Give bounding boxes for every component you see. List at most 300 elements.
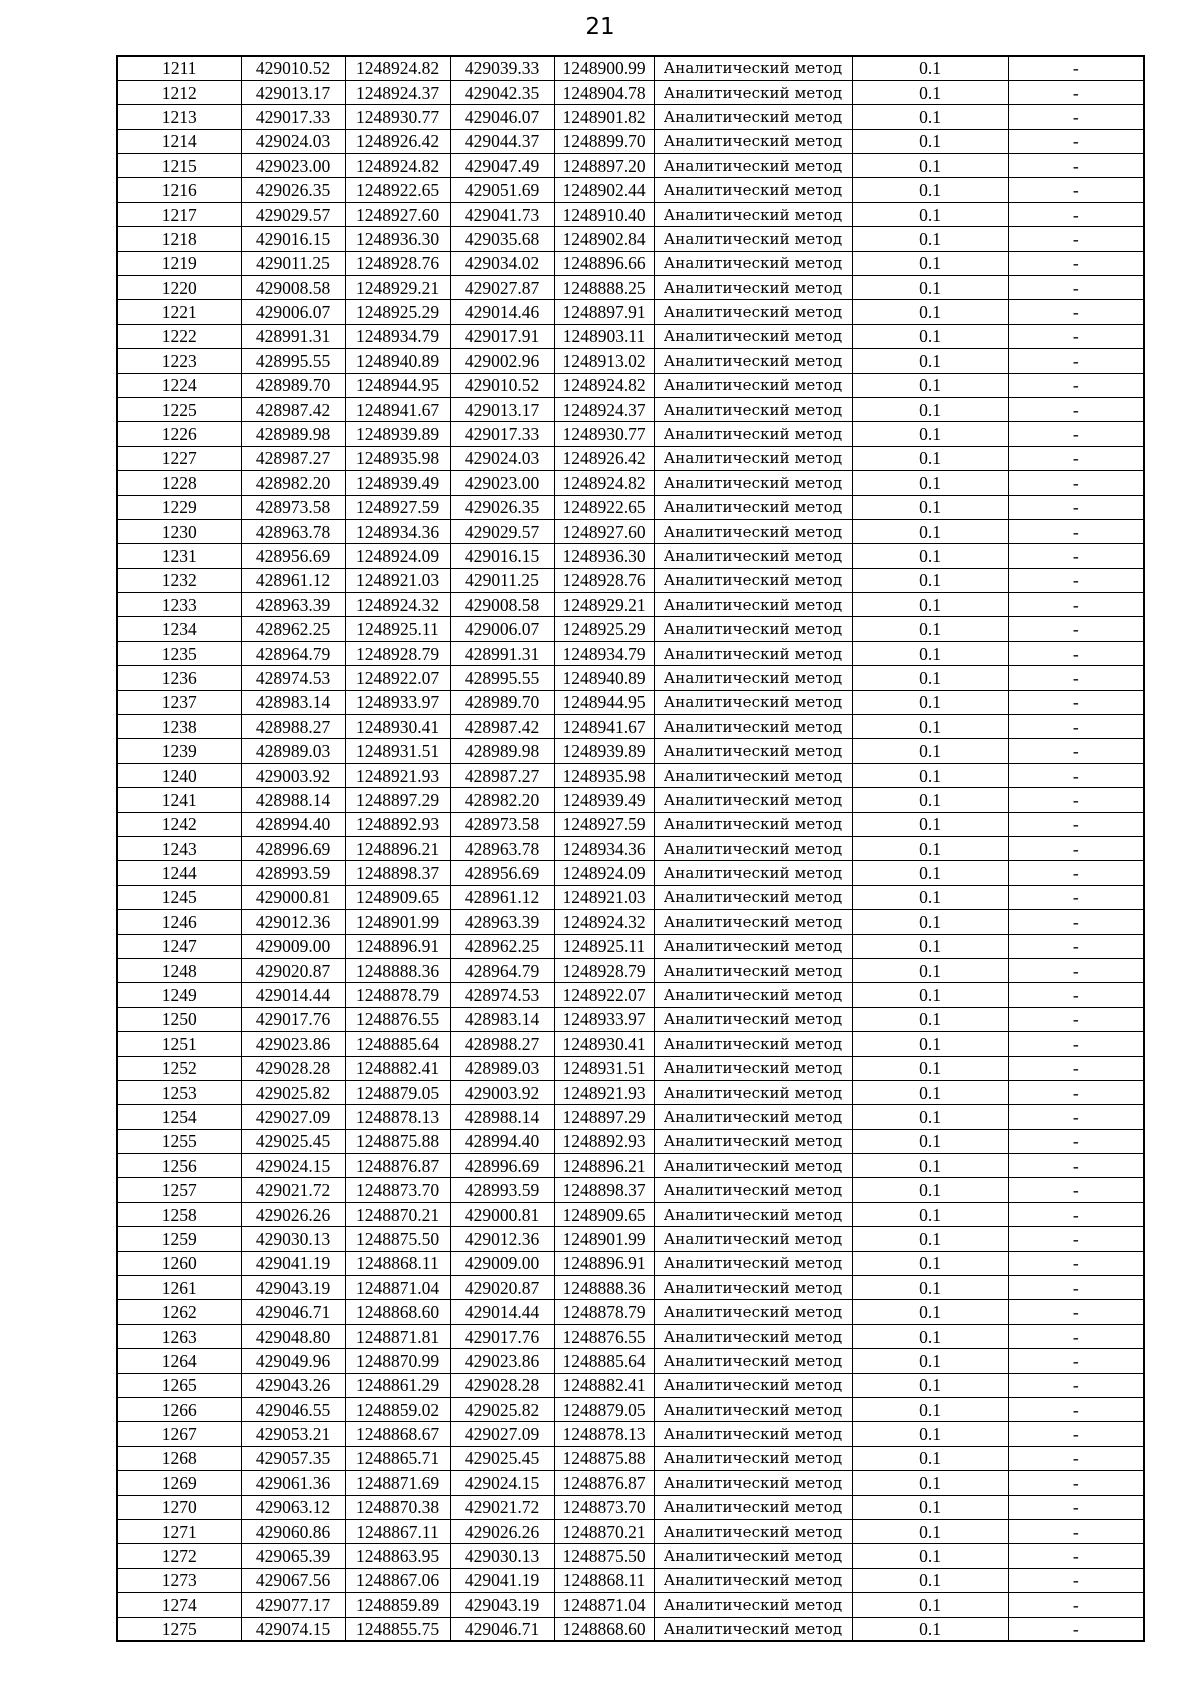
table-row — [117, 105, 1144, 129]
y-end-cell: 1248896.91 — [554, 1251, 654, 1275]
note-cell: - — [1008, 1251, 1144, 1275]
accuracy-cell: 0.1 — [852, 544, 1008, 568]
x-start-cell: 428973.58 — [241, 495, 345, 519]
point-number-cell: 1258 — [117, 1202, 241, 1226]
method-cell: Аналитический метод — [654, 1105, 852, 1129]
note-cell: - — [1008, 593, 1144, 617]
x-start-cell: 428993.59 — [241, 861, 345, 885]
point-number-cell: 1273 — [117, 1568, 241, 1592]
table-row — [117, 1202, 1144, 1226]
x-start-cell: 429020.87 — [241, 958, 345, 982]
point-number-cell: 1255 — [117, 1129, 241, 1153]
point-number-cell: 1212 — [117, 80, 241, 104]
x-start-cell: 429012.36 — [241, 910, 345, 934]
x-start-cell: 429006.07 — [241, 300, 345, 324]
note-cell: - — [1008, 885, 1144, 909]
y-end-cell: 1248878.79 — [554, 1300, 654, 1324]
accuracy-cell: 0.1 — [852, 1519, 1008, 1543]
y-end-cell: 1248892.93 — [554, 1129, 654, 1153]
method-cell: Аналитический метод — [654, 1471, 852, 1495]
method-cell: Аналитический метод — [654, 983, 852, 1007]
y-start-cell: 1248882.41 — [345, 1056, 450, 1080]
point-number-cell: 1242 — [117, 812, 241, 836]
note-cell: - — [1008, 422, 1144, 446]
x-end-cell: 429046.07 — [450, 105, 554, 129]
x-end-cell: 429028.28 — [450, 1373, 554, 1397]
point-number-cell: 1251 — [117, 1032, 241, 1056]
method-cell: Аналитический метод — [654, 397, 852, 421]
y-end-cell: 1248922.65 — [554, 495, 654, 519]
point-number-cell: 1265 — [117, 1373, 241, 1397]
y-start-cell: 1248927.60 — [345, 202, 450, 226]
x-end-cell: 429003.92 — [450, 1080, 554, 1104]
point-number-cell: 1226 — [117, 422, 241, 446]
x-start-cell: 428982.20 — [241, 471, 345, 495]
y-end-cell: 1248944.95 — [554, 690, 654, 714]
table-row — [117, 617, 1144, 641]
y-end-cell: 1248896.21 — [554, 1154, 654, 1178]
method-cell: Аналитический метод — [654, 1300, 852, 1324]
table-row — [117, 129, 1144, 153]
point-number-cell: 1225 — [117, 397, 241, 421]
y-start-cell: 1248925.29 — [345, 300, 450, 324]
x-end-cell: 428987.42 — [450, 715, 554, 739]
y-start-cell: 1248924.82 — [345, 154, 450, 178]
method-cell: Аналитический метод — [654, 788, 852, 812]
accuracy-cell: 0.1 — [852, 1568, 1008, 1592]
x-start-cell: 429025.82 — [241, 1080, 345, 1104]
point-number-cell: 1252 — [117, 1056, 241, 1080]
x-end-cell: 429027.09 — [450, 1422, 554, 1446]
note-cell: - — [1008, 471, 1144, 495]
y-end-cell: 1248898.37 — [554, 1178, 654, 1202]
y-end-cell: 1248875.88 — [554, 1446, 654, 1470]
y-end-cell: 1248904.78 — [554, 80, 654, 104]
note-cell: - — [1008, 1446, 1144, 1470]
table-row — [117, 471, 1144, 495]
point-number-cell: 1240 — [117, 763, 241, 787]
method-cell: Аналитический метод — [654, 1422, 852, 1446]
y-start-cell: 1248870.38 — [345, 1495, 450, 1519]
x-start-cell: 429024.03 — [241, 129, 345, 153]
point-number-cell: 1270 — [117, 1495, 241, 1519]
y-start-cell: 1248929.21 — [345, 276, 450, 300]
accuracy-cell: 0.1 — [852, 1422, 1008, 1446]
table-row — [117, 1568, 1144, 1592]
table-row — [117, 1056, 1144, 1080]
table-row — [117, 324, 1144, 348]
method-cell: Аналитический метод — [654, 1202, 852, 1226]
note-cell: - — [1008, 1202, 1144, 1226]
accuracy-cell: 0.1 — [852, 1300, 1008, 1324]
method-cell: Аналитический метод — [654, 885, 852, 909]
y-start-cell: 1248921.03 — [345, 568, 450, 592]
x-end-cell: 428996.69 — [450, 1154, 554, 1178]
x-start-cell: 428995.55 — [241, 349, 345, 373]
table-row — [117, 349, 1144, 373]
note-cell: - — [1008, 105, 1144, 129]
point-number-cell: 1259 — [117, 1227, 241, 1251]
point-number-cell: 1230 — [117, 519, 241, 543]
accuracy-cell: 0.1 — [852, 1495, 1008, 1519]
x-start-cell: 429067.56 — [241, 1568, 345, 1592]
y-end-cell: 1248931.51 — [554, 1056, 654, 1080]
y-end-cell: 1248928.79 — [554, 958, 654, 982]
y-start-cell: 1248861.29 — [345, 1373, 450, 1397]
accuracy-cell: 0.1 — [852, 178, 1008, 202]
method-cell: Аналитический метод — [654, 56, 852, 80]
x-end-cell: 428983.14 — [450, 1007, 554, 1031]
table-row — [117, 300, 1144, 324]
accuracy-cell: 0.1 — [852, 80, 1008, 104]
table-row — [117, 276, 1144, 300]
note-cell: - — [1008, 544, 1144, 568]
x-end-cell: 429023.00 — [450, 471, 554, 495]
y-end-cell: 1248910.40 — [554, 202, 654, 226]
point-number-cell: 1271 — [117, 1519, 241, 1543]
method-cell: Аналитический метод — [654, 1349, 852, 1373]
y-end-cell: 1248876.55 — [554, 1324, 654, 1348]
x-end-cell: 429025.45 — [450, 1446, 554, 1470]
y-end-cell: 1248878.13 — [554, 1422, 654, 1446]
point-number-cell: 1244 — [117, 861, 241, 885]
point-number-cell: 1264 — [117, 1349, 241, 1373]
point-number-cell: 1268 — [117, 1446, 241, 1470]
x-start-cell: 429027.09 — [241, 1105, 345, 1129]
x-start-cell: 429017.33 — [241, 105, 345, 129]
note-cell: - — [1008, 1105, 1144, 1129]
method-cell: Аналитический метод — [654, 495, 852, 519]
y-end-cell: 1248897.20 — [554, 154, 654, 178]
table-row — [117, 1593, 1144, 1617]
table-row — [117, 593, 1144, 617]
x-end-cell: 428961.12 — [450, 885, 554, 909]
y-end-cell: 1248885.64 — [554, 1349, 654, 1373]
y-start-cell: 1248926.42 — [345, 129, 450, 153]
y-start-cell: 1248939.89 — [345, 422, 450, 446]
x-end-cell: 429020.87 — [450, 1276, 554, 1300]
x-end-cell: 428987.27 — [450, 763, 554, 787]
x-start-cell: 428963.78 — [241, 519, 345, 543]
x-end-cell: 428982.20 — [450, 788, 554, 812]
x-start-cell: 428964.79 — [241, 641, 345, 665]
method-cell: Аналитический метод — [654, 934, 852, 958]
method-cell: Аналитический метод — [654, 1593, 852, 1617]
y-start-cell: 1248928.79 — [345, 641, 450, 665]
x-start-cell: 429063.12 — [241, 1495, 345, 1519]
y-end-cell: 1248868.11 — [554, 1568, 654, 1592]
x-end-cell: 429026.26 — [450, 1519, 554, 1543]
x-end-cell: 429039.33 — [450, 56, 554, 80]
y-start-cell: 1248922.07 — [345, 666, 450, 690]
y-start-cell: 1248930.41 — [345, 715, 450, 739]
y-end-cell: 1248871.04 — [554, 1593, 654, 1617]
point-number-cell: 1216 — [117, 178, 241, 202]
y-end-cell: 1248902.44 — [554, 178, 654, 202]
x-end-cell: 428962.25 — [450, 934, 554, 958]
y-start-cell: 1248922.65 — [345, 178, 450, 202]
y-start-cell: 1248871.04 — [345, 1276, 450, 1300]
note-cell: - — [1008, 56, 1144, 80]
x-end-cell: 429014.44 — [450, 1300, 554, 1324]
y-start-cell: 1248855.75 — [345, 1617, 450, 1641]
x-end-cell: 429006.07 — [450, 617, 554, 641]
x-end-cell: 429042.35 — [450, 80, 554, 104]
method-cell: Аналитический метод — [654, 1446, 852, 1470]
x-start-cell: 429049.96 — [241, 1349, 345, 1373]
point-number-cell: 1266 — [117, 1397, 241, 1421]
note-cell: - — [1008, 373, 1144, 397]
point-number-cell: 1269 — [117, 1471, 241, 1495]
accuracy-cell: 0.1 — [852, 105, 1008, 129]
x-start-cell: 429016.15 — [241, 227, 345, 251]
method-cell: Аналитический метод — [654, 690, 852, 714]
table-row — [117, 80, 1144, 104]
table-row — [117, 1227, 1144, 1251]
note-cell: - — [1008, 324, 1144, 348]
table-row — [117, 1397, 1144, 1421]
note-cell: - — [1008, 1227, 1144, 1251]
x-end-cell: 429044.37 — [450, 129, 554, 153]
x-start-cell: 429017.76 — [241, 1007, 345, 1031]
point-number-cell: 1239 — [117, 739, 241, 763]
y-start-cell: 1248870.99 — [345, 1349, 450, 1373]
note-cell: - — [1008, 739, 1144, 763]
note-cell: - — [1008, 1154, 1144, 1178]
table-row — [117, 519, 1144, 543]
point-number-cell: 1232 — [117, 568, 241, 592]
accuracy-cell: 0.1 — [852, 788, 1008, 812]
x-end-cell: 429009.00 — [450, 1251, 554, 1275]
x-end-cell: 428993.59 — [450, 1178, 554, 1202]
y-end-cell: 1248928.76 — [554, 568, 654, 592]
point-number-cell: 1254 — [117, 1105, 241, 1129]
y-start-cell: 1248871.69 — [345, 1471, 450, 1495]
x-start-cell: 429009.00 — [241, 934, 345, 958]
y-end-cell: 1248939.89 — [554, 739, 654, 763]
accuracy-cell: 0.1 — [852, 641, 1008, 665]
method-cell: Аналитический метод — [654, 1617, 852, 1641]
accuracy-cell: 0.1 — [852, 1617, 1008, 1641]
accuracy-cell: 0.1 — [852, 1129, 1008, 1153]
y-end-cell: 1248924.82 — [554, 373, 654, 397]
accuracy-cell: 0.1 — [852, 568, 1008, 592]
y-start-cell: 1248924.32 — [345, 593, 450, 617]
x-end-cell: 428995.55 — [450, 666, 554, 690]
y-start-cell: 1248879.05 — [345, 1080, 450, 1104]
method-cell: Аналитический метод — [654, 1276, 852, 1300]
table-row — [117, 1105, 1144, 1129]
method-cell: Аналитический метод — [654, 910, 852, 934]
point-number-cell: 1272 — [117, 1544, 241, 1568]
method-cell: Аналитический метод — [654, 763, 852, 787]
note-cell: - — [1008, 690, 1144, 714]
x-start-cell: 429011.25 — [241, 251, 345, 275]
x-start-cell: 428994.40 — [241, 812, 345, 836]
accuracy-cell: 0.1 — [852, 739, 1008, 763]
method-cell: Аналитический метод — [654, 519, 852, 543]
point-number-cell: 1249 — [117, 983, 241, 1007]
accuracy-cell: 0.1 — [852, 763, 1008, 787]
point-number-cell: 1248 — [117, 958, 241, 982]
x-end-cell: 429000.81 — [450, 1202, 554, 1226]
y-start-cell: 1248940.89 — [345, 349, 450, 373]
y-end-cell: 1248899.70 — [554, 129, 654, 153]
y-end-cell: 1248896.66 — [554, 251, 654, 275]
x-start-cell: 429023.86 — [241, 1032, 345, 1056]
x-start-cell: 428963.39 — [241, 593, 345, 617]
y-start-cell: 1248933.97 — [345, 690, 450, 714]
x-end-cell: 428989.98 — [450, 739, 554, 763]
y-start-cell: 1248867.06 — [345, 1568, 450, 1592]
note-cell: - — [1008, 715, 1144, 739]
y-end-cell: 1248941.67 — [554, 715, 654, 739]
method-cell: Аналитический метод — [654, 1251, 852, 1275]
note-cell: - — [1008, 812, 1144, 836]
x-end-cell: 429016.15 — [450, 544, 554, 568]
y-end-cell: 1248909.65 — [554, 1202, 654, 1226]
y-start-cell: 1248936.30 — [345, 227, 450, 251]
accuracy-cell: 0.1 — [852, 1105, 1008, 1129]
x-start-cell: 429030.13 — [241, 1227, 345, 1251]
method-cell: Аналитический метод — [654, 568, 852, 592]
accuracy-cell: 0.1 — [852, 1056, 1008, 1080]
note-cell: - — [1008, 788, 1144, 812]
x-end-cell: 429029.57 — [450, 519, 554, 543]
accuracy-cell: 0.1 — [852, 1397, 1008, 1421]
y-start-cell: 1248859.89 — [345, 1593, 450, 1617]
x-end-cell: 429034.02 — [450, 251, 554, 275]
y-start-cell: 1248892.93 — [345, 812, 450, 836]
method-cell: Аналитический метод — [654, 1007, 852, 1031]
table-row — [117, 788, 1144, 812]
table-row — [117, 202, 1144, 226]
note-cell: - — [1008, 1422, 1144, 1446]
note-cell: - — [1008, 1032, 1144, 1056]
y-start-cell: 1248876.55 — [345, 1007, 450, 1031]
note-cell: - — [1008, 154, 1144, 178]
x-start-cell: 429048.80 — [241, 1324, 345, 1348]
y-end-cell: 1248897.29 — [554, 1105, 654, 1129]
y-start-cell: 1248927.59 — [345, 495, 450, 519]
y-end-cell: 1248936.30 — [554, 544, 654, 568]
accuracy-cell: 0.1 — [852, 349, 1008, 373]
x-end-cell: 429021.72 — [450, 1495, 554, 1519]
point-number-cell: 1228 — [117, 471, 241, 495]
note-cell: - — [1008, 1471, 1144, 1495]
y-start-cell: 1248935.98 — [345, 446, 450, 470]
y-end-cell: 1248924.82 — [554, 471, 654, 495]
note-cell: - — [1008, 1276, 1144, 1300]
x-start-cell: 429013.17 — [241, 80, 345, 104]
accuracy-cell: 0.1 — [852, 129, 1008, 153]
table-row — [117, 251, 1144, 275]
y-end-cell: 1248888.25 — [554, 276, 654, 300]
y-start-cell: 1248868.60 — [345, 1300, 450, 1324]
table-row — [117, 934, 1144, 958]
y-end-cell: 1248921.93 — [554, 1080, 654, 1104]
y-end-cell: 1248902.84 — [554, 227, 654, 251]
note-cell: - — [1008, 202, 1144, 226]
accuracy-cell: 0.1 — [852, 1080, 1008, 1104]
y-end-cell: 1248897.91 — [554, 300, 654, 324]
table-row — [117, 1373, 1144, 1397]
y-end-cell: 1248888.36 — [554, 1276, 654, 1300]
x-end-cell: 429025.82 — [450, 1397, 554, 1421]
method-cell: Аналитический метод — [654, 1178, 852, 1202]
x-start-cell: 428974.53 — [241, 666, 345, 690]
point-number-cell: 1236 — [117, 666, 241, 690]
accuracy-cell: 0.1 — [852, 202, 1008, 226]
x-start-cell: 429043.19 — [241, 1276, 345, 1300]
y-end-cell: 1248934.36 — [554, 837, 654, 861]
x-end-cell: 429046.71 — [450, 1617, 554, 1641]
point-number-cell: 1260 — [117, 1251, 241, 1275]
table-row — [117, 1251, 1144, 1275]
note-cell: - — [1008, 276, 1144, 300]
note-cell: - — [1008, 1080, 1144, 1104]
y-start-cell: 1248885.64 — [345, 1032, 450, 1056]
y-start-cell: 1248878.13 — [345, 1105, 450, 1129]
y-start-cell: 1248901.99 — [345, 910, 450, 934]
point-number-cell: 1253 — [117, 1080, 241, 1104]
accuracy-cell: 0.1 — [852, 1202, 1008, 1226]
point-number-cell: 1220 — [117, 276, 241, 300]
accuracy-cell: 0.1 — [852, 1349, 1008, 1373]
table-row — [117, 861, 1144, 885]
accuracy-cell: 0.1 — [852, 715, 1008, 739]
y-start-cell: 1248868.67 — [345, 1422, 450, 1446]
table-row — [117, 1276, 1144, 1300]
note-cell: - — [1008, 617, 1144, 641]
point-number-cell: 1263 — [117, 1324, 241, 1348]
x-start-cell: 429023.00 — [241, 154, 345, 178]
accuracy-cell: 0.1 — [852, 446, 1008, 470]
y-start-cell: 1248896.91 — [345, 934, 450, 958]
method-cell: Аналитический метод — [654, 641, 852, 665]
x-end-cell: 429013.17 — [450, 397, 554, 421]
table-row — [117, 690, 1144, 714]
y-end-cell: 1248930.77 — [554, 422, 654, 446]
table-row — [117, 715, 1144, 739]
note-cell: - — [1008, 178, 1144, 202]
point-number-cell: 1234 — [117, 617, 241, 641]
accuracy-cell: 0.1 — [852, 1373, 1008, 1397]
accuracy-cell: 0.1 — [852, 1324, 1008, 1348]
point-number-cell: 1250 — [117, 1007, 241, 1031]
x-start-cell: 429021.72 — [241, 1178, 345, 1202]
accuracy-cell: 0.1 — [852, 471, 1008, 495]
table-row — [117, 837, 1144, 861]
method-cell: Аналитический метод — [654, 1056, 852, 1080]
x-start-cell: 428961.12 — [241, 568, 345, 592]
note-cell: - — [1008, 227, 1144, 251]
accuracy-cell: 0.1 — [852, 1032, 1008, 1056]
point-number-cell: 1274 — [117, 1593, 241, 1617]
note-cell: - — [1008, 666, 1144, 690]
note-cell: - — [1008, 1495, 1144, 1519]
point-number-cell: 1222 — [117, 324, 241, 348]
note-cell: - — [1008, 1617, 1144, 1641]
method-cell: Аналитический метод — [654, 1544, 852, 1568]
y-end-cell: 1248900.99 — [554, 56, 654, 80]
y-start-cell: 1248868.11 — [345, 1251, 450, 1275]
x-start-cell: 428989.70 — [241, 373, 345, 397]
method-cell: Аналитический метод — [654, 1032, 852, 1056]
x-end-cell: 429027.87 — [450, 276, 554, 300]
x-end-cell: 428973.58 — [450, 812, 554, 836]
y-end-cell: 1248935.98 — [554, 763, 654, 787]
